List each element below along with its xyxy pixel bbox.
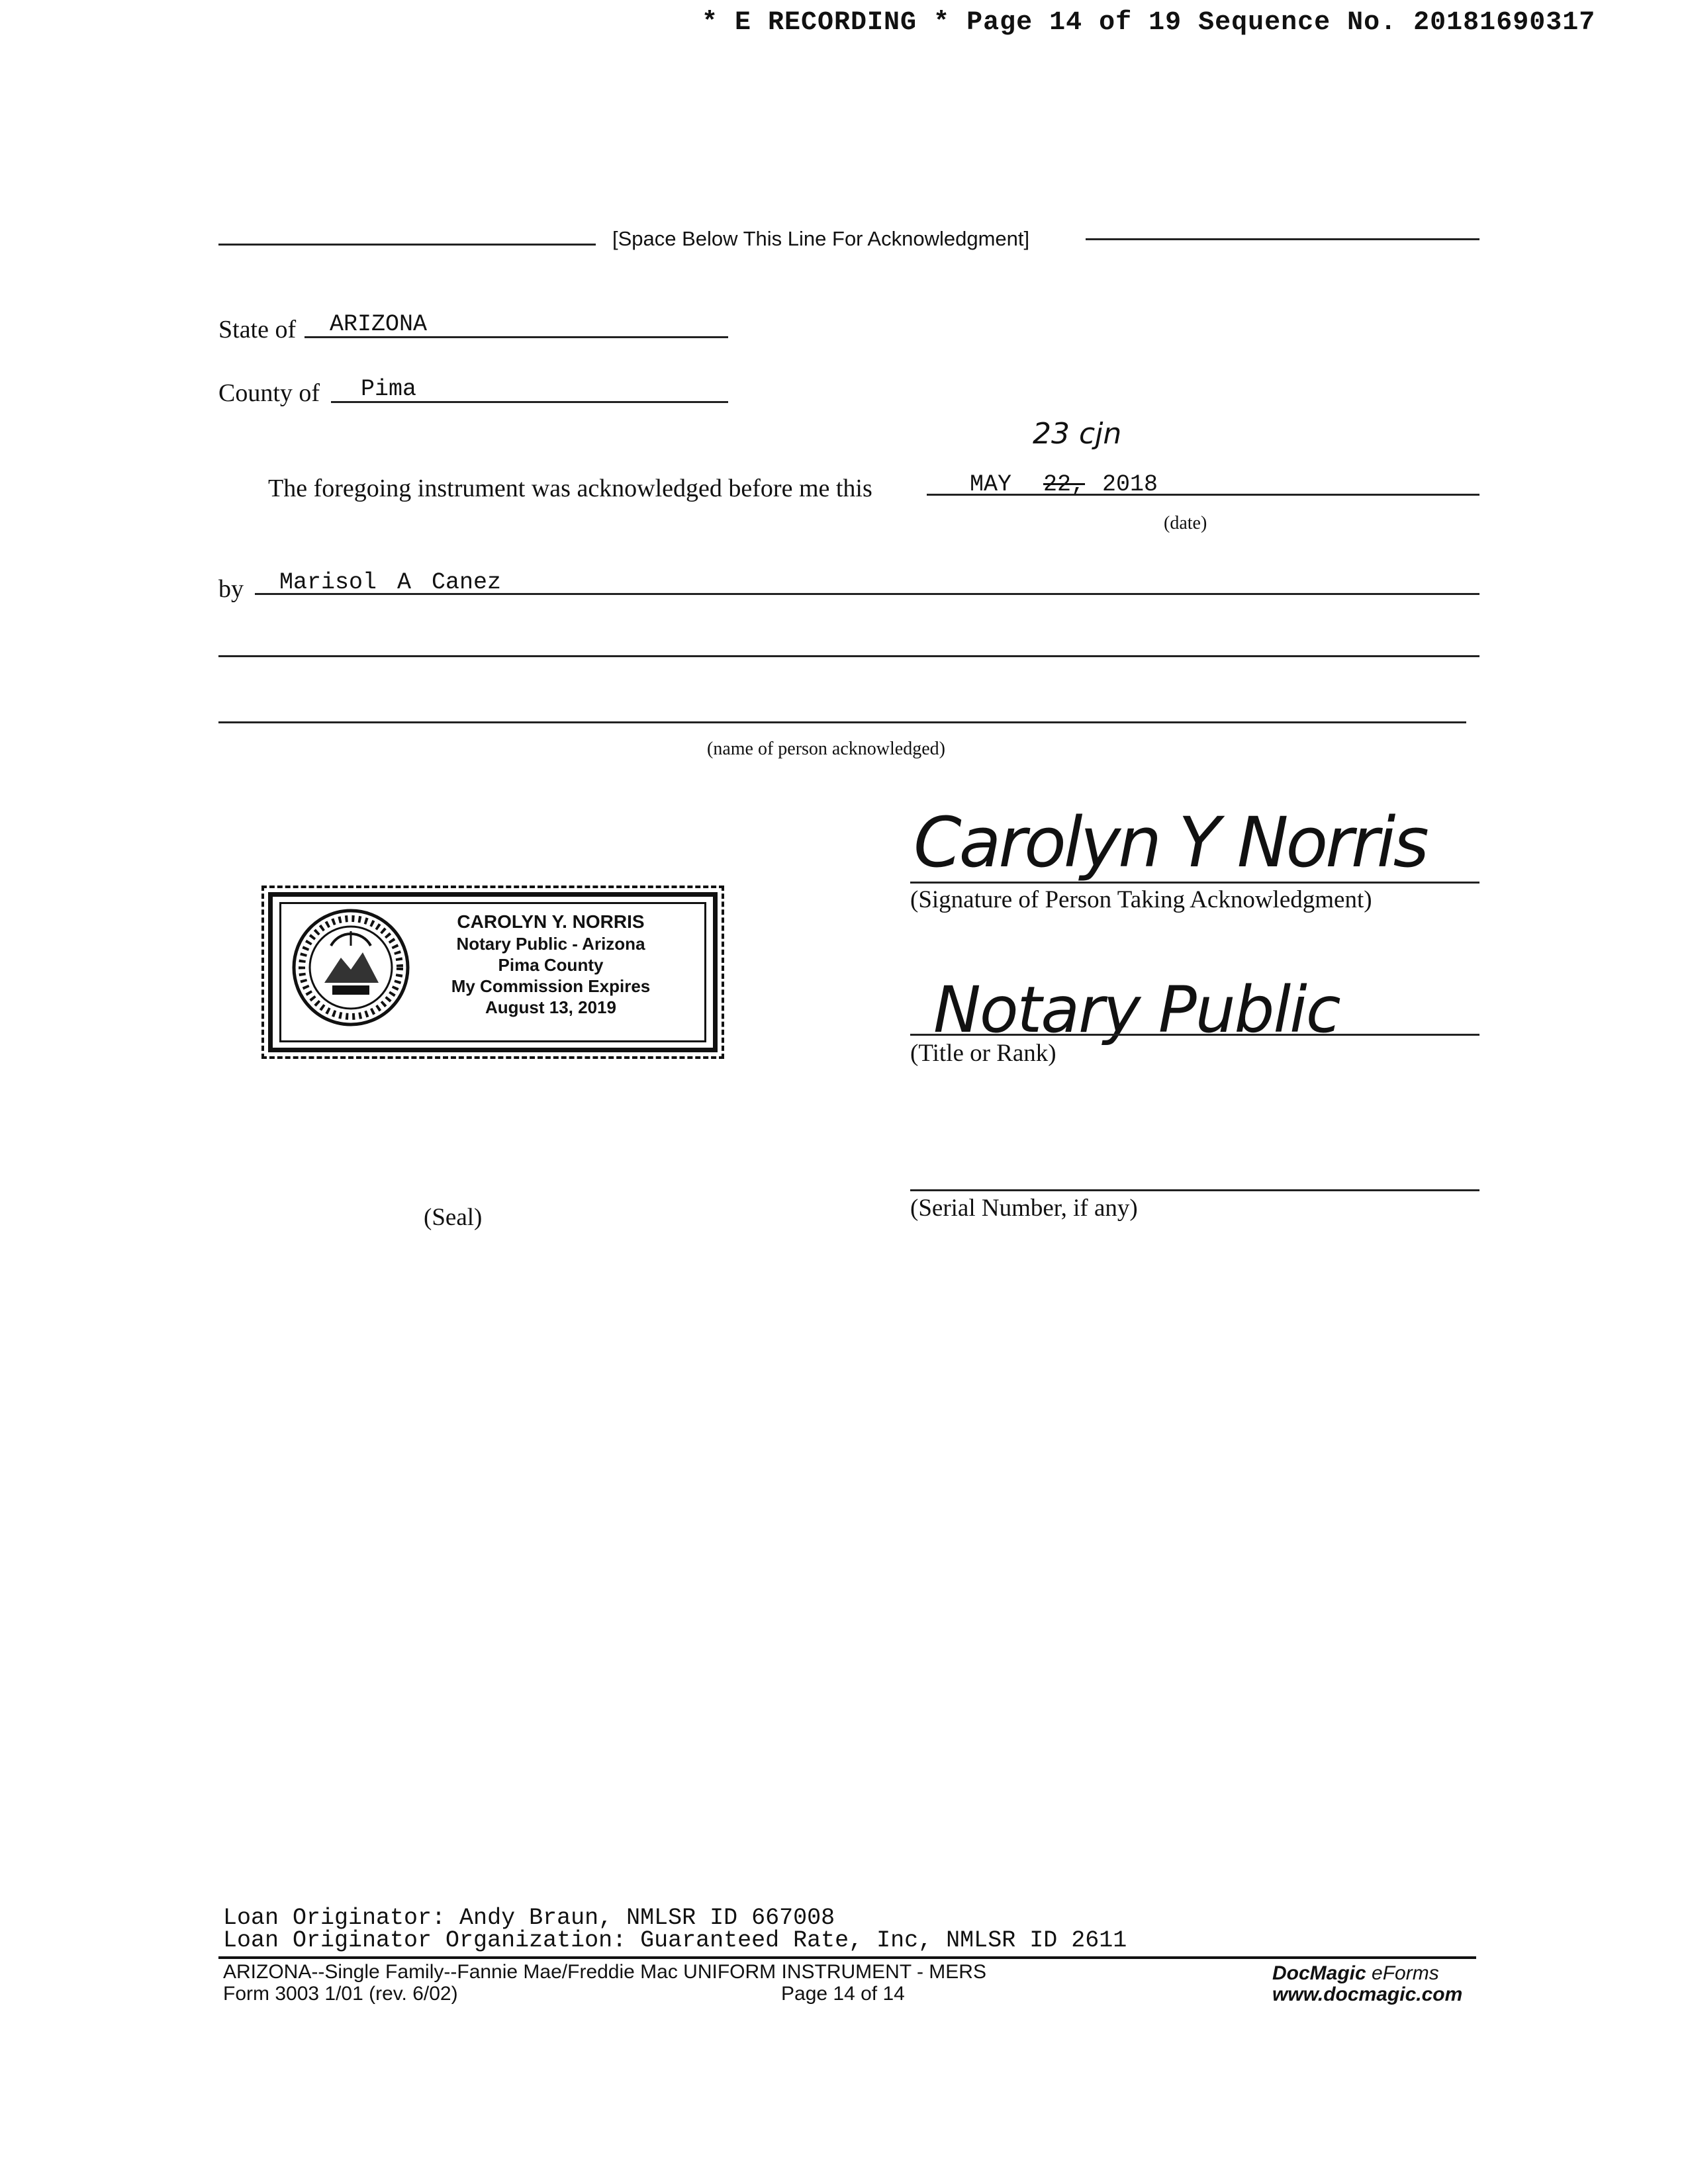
signature-line: [910, 882, 1479, 884]
date-caption: (date): [1164, 513, 1207, 533]
seal-caption: (Seal): [424, 1204, 483, 1231]
county-label: County of: [218, 379, 320, 407]
signature-caption: (Signature of Person Taking Acknowledgment): [910, 886, 1372, 913]
title-caption: (Title or Rank): [910, 1040, 1056, 1067]
notary-title: Notary Public - Arizona: [456, 934, 645, 954]
heading-rule-right: [1086, 238, 1479, 240]
serial-caption: (Serial Number, if any): [910, 1195, 1138, 1222]
date-month: MAY: [970, 471, 1012, 498]
notary-commission-date: August 13, 2019: [485, 997, 616, 1017]
brand-url: www.docmagic.com: [1272, 1983, 1463, 2005]
title-line: [910, 1034, 1479, 1036]
page-number: Page 14 of 14: [781, 1983, 905, 2005]
date-year: 2018: [1102, 471, 1158, 498]
title-handwritten: Notary Public: [933, 973, 1340, 1047]
notary-county: Pima County: [498, 955, 604, 975]
notary-signature-handwritten: Carolyn Y Norris: [914, 802, 1427, 883]
footer-rule: [218, 1956, 1476, 1959]
date-day-struck: 22,: [1043, 471, 1086, 498]
brand-name: DocMagic: [1272, 1962, 1366, 1984]
serial-line: [910, 1189, 1479, 1191]
notary-stamp: [268, 892, 718, 1052]
brand-logo: [1272, 1962, 1439, 1985]
state-value: ARIZONA: [330, 311, 428, 338]
form-title: ARIZONA--Single Family--Fannie Mae/Freddie Mac UNIFORM INSTRUMENT - MERS: [223, 1961, 986, 1983]
name-caption: (name of person acknowledged): [707, 739, 945, 759]
brand-suffix: eForms: [1372, 1962, 1439, 1984]
heading-rule-left: [218, 244, 596, 246]
notary-commission-label: My Commission Expires: [451, 976, 651, 996]
name-line-3: [218, 721, 1466, 723]
acknowledgment-heading: [Space Below This Line For Acknowledgment]: [612, 227, 1030, 250]
recording-header: * E RECORDING * Page 14 of 19 Sequence No. 20181690317: [702, 8, 1596, 38]
name-line-2: [218, 655, 1479, 657]
person-name: Marisol A Canez: [279, 569, 502, 596]
notary-name: CAROLYN Y. NORRIS: [457, 911, 645, 932]
state-seal-icon: [285, 905, 417, 1030]
county-value: Pima: [361, 376, 417, 402]
acknowledgment-statement: The foregoing instrument was acknowledged before me this: [268, 475, 872, 502]
loan-originator-organization: Loan Originator Organization: Guaranteed Rate, Inc, NMLSR ID 2611: [223, 1927, 1127, 1954]
loan-originator: Loan Originator: Andy Braun, NMLSR ID 667008: [223, 1905, 835, 1931]
state-label: State of: [218, 316, 297, 343]
form-number: Form 3003 1/01 (rev. 6/02): [223, 1983, 458, 2005]
date-correction-handwritten: 23 cjn: [1033, 417, 1122, 451]
by-label: by: [218, 575, 244, 603]
